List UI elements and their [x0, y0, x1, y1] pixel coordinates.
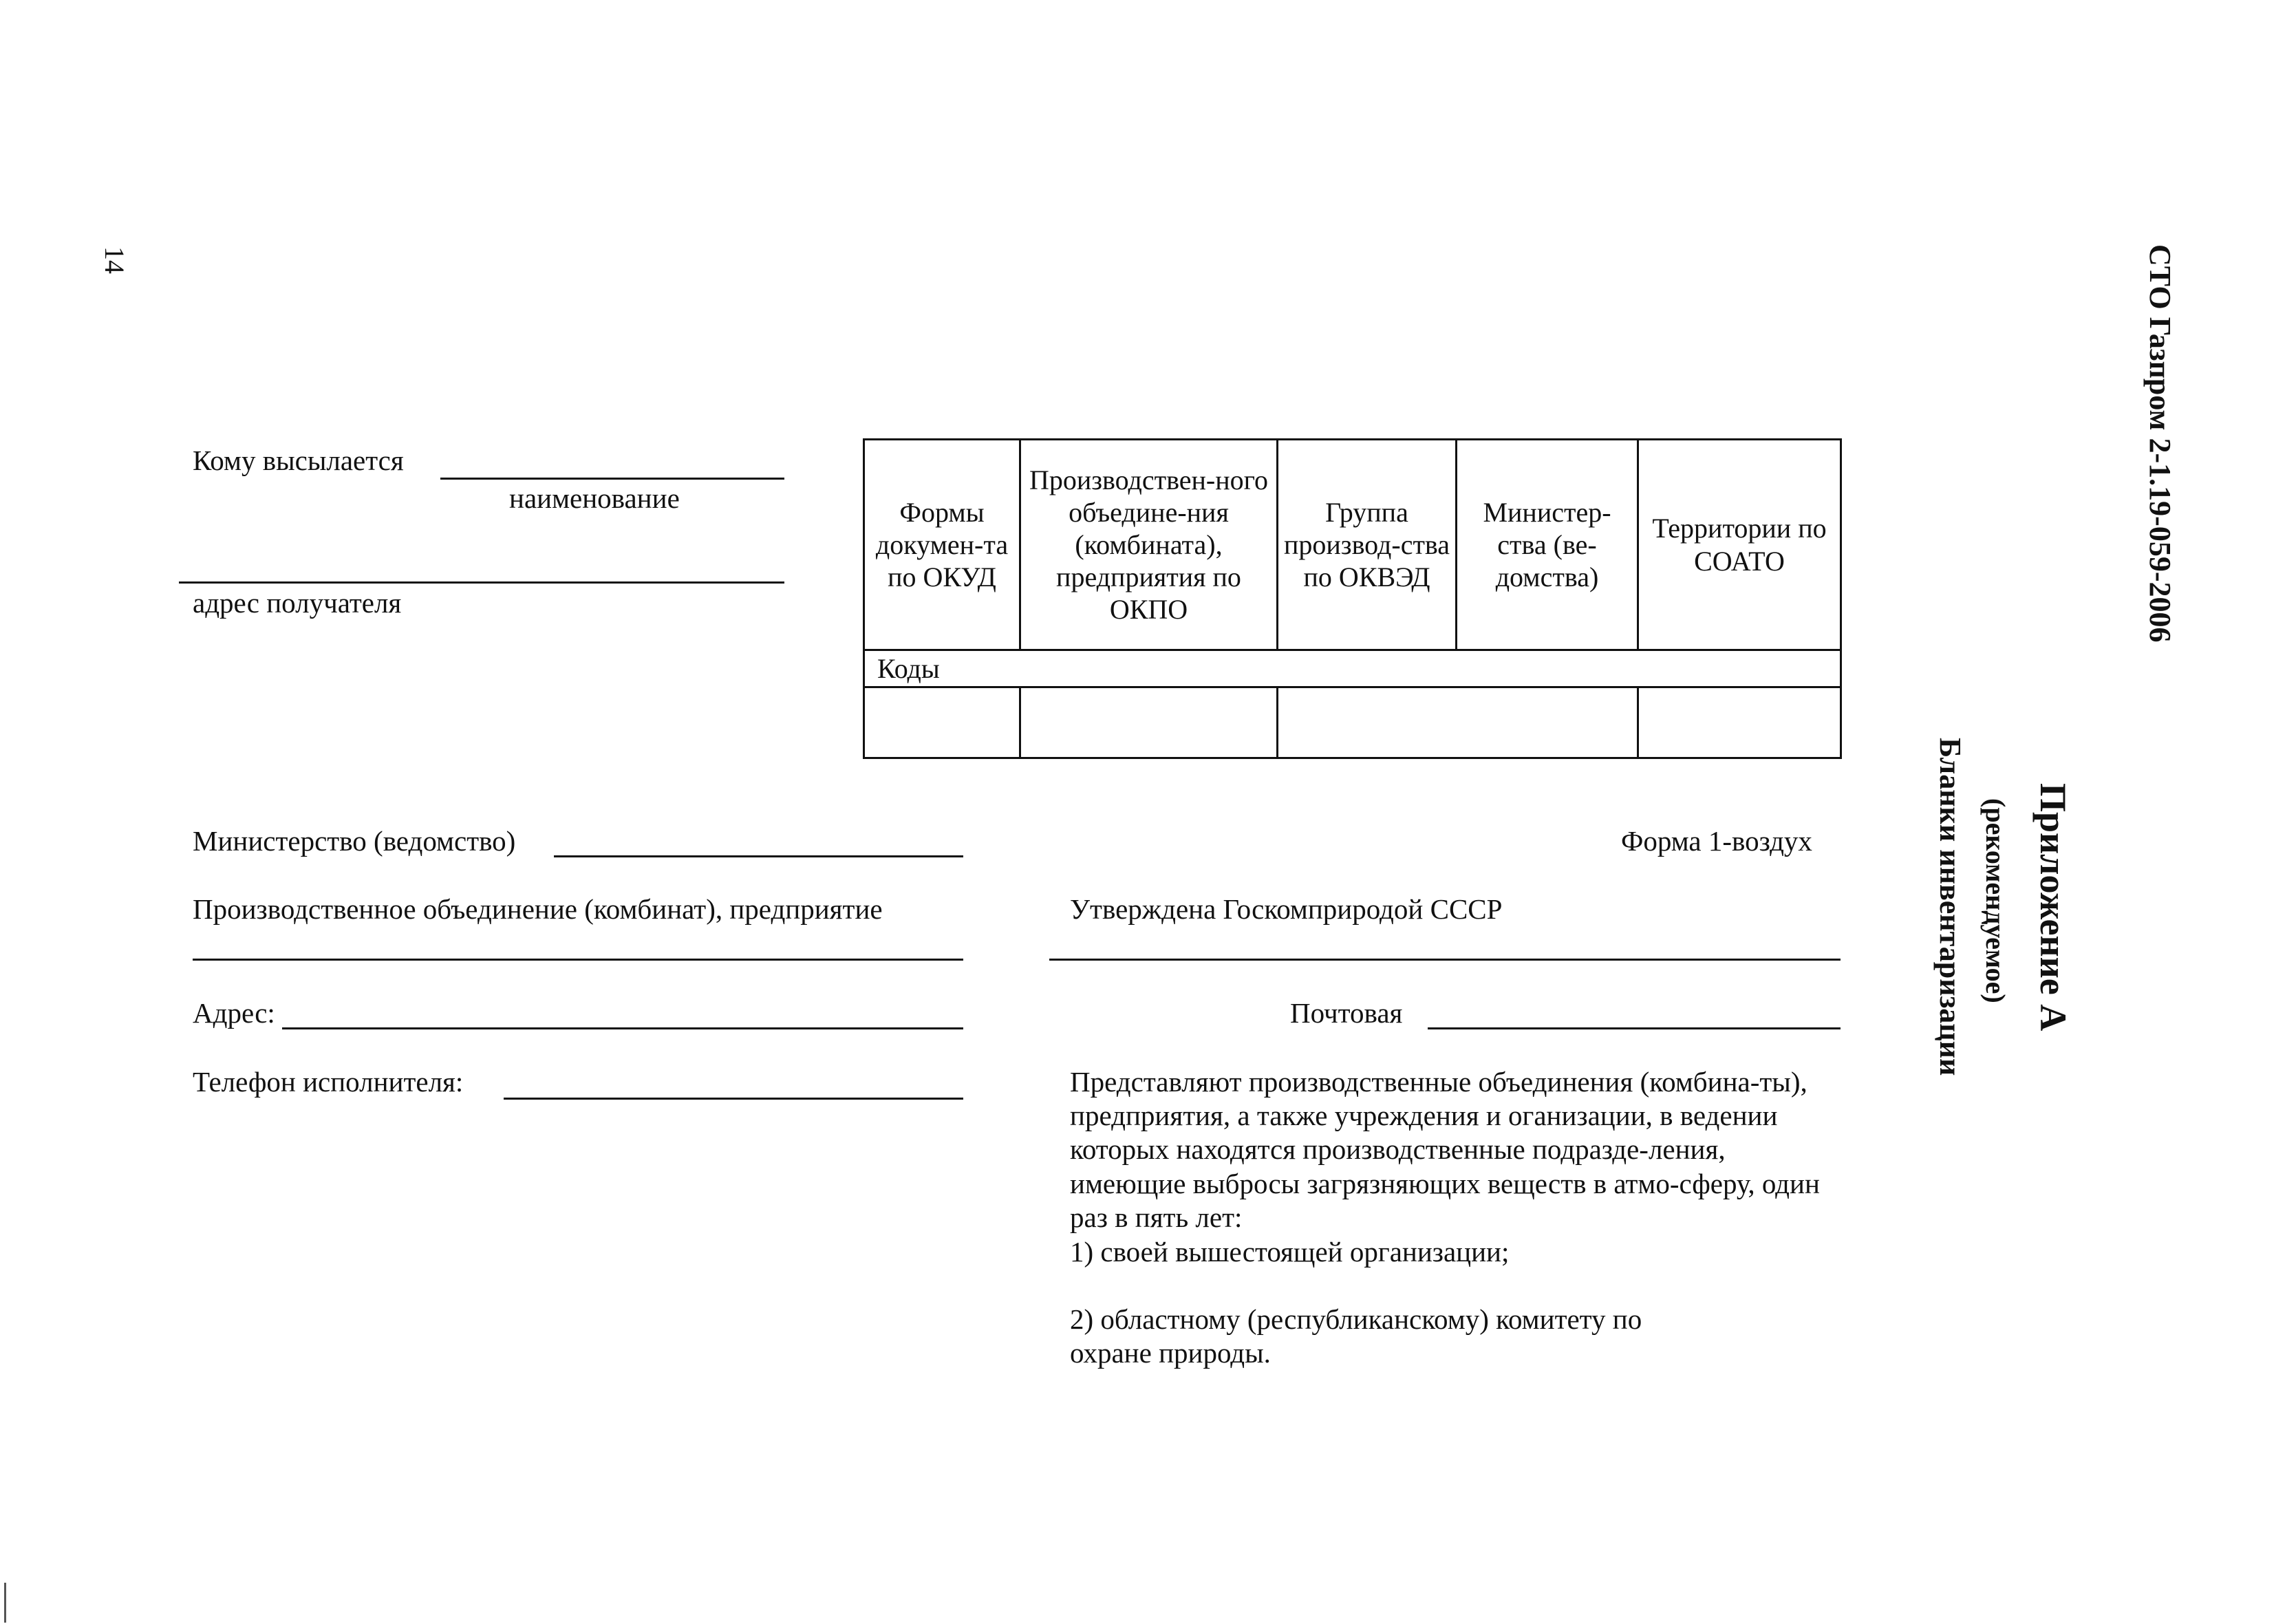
postal-label: Почтовая	[1290, 997, 1403, 1029]
codes-header-row	[864, 440, 1841, 650]
ministry-field-line[interactable]	[554, 855, 963, 857]
recipient-item-2: 2) областному (республиканскому) комитету по охране природы.	[1070, 1303, 1642, 1369]
recipient-address-line	[179, 581, 784, 584]
code-value-soato[interactable]	[1638, 687, 1841, 758]
codes-value-row	[864, 687, 1841, 758]
phone-field-line[interactable]	[504, 1098, 963, 1100]
enterprise-label: Производственное объединение (комбинат), предприятие	[193, 893, 883, 925]
page-number: 14	[99, 246, 130, 274]
header-okud: Формы докумен-та по ОКУД	[864, 440, 1020, 650]
appendix-title: Приложение А	[2032, 783, 2074, 1032]
header-ministry: Министер-ства (ве-домства)	[1457, 440, 1638, 650]
ministry-label: Министерство (ведомство)	[193, 825, 516, 857]
postal-field-line[interactable]	[1428, 1027, 1841, 1029]
codes-table	[863, 438, 1842, 759]
appendix-heading: Бланки инвентаризации	[1933, 738, 1967, 1076]
header-okpo: Производствен-ного объедине-ния (комбината), предприятия по ОКПО	[1020, 440, 1278, 650]
code-value-okud[interactable]	[864, 687, 1020, 758]
codes-label: Коды	[864, 650, 1841, 687]
recipient-address-caption: адрес получателя	[193, 587, 402, 619]
approved-line	[1049, 959, 1841, 961]
code-value-okved-ministry[interactable]	[1278, 687, 1638, 758]
recipient-name-caption: наименование	[509, 482, 680, 514]
address-field-line[interactable]	[282, 1027, 963, 1029]
form-description: Представляют производственные объединения (комбина-ты), предприятия, а также учреждения и оганизации, в ведении которых находятся производственные подразде-ления, имеющие выбросы загрязняющих веществ в атмо-сферу, один раз в пять лет:	[1070, 1066, 1820, 1233]
approved-by: Утверждена Госкомприродой СССР	[1070, 893, 1503, 925]
recipient-item-1: 1) своей вышестоящей организации;	[1070, 1236, 1510, 1268]
recipient-name-line	[440, 478, 784, 480]
enterprise-field-line[interactable]	[193, 959, 963, 961]
margin-mark	[4, 1583, 6, 1623]
header-soato: Территории по СОАТО	[1638, 440, 1841, 650]
form-name: Форма 1-воздух	[1621, 825, 1812, 857]
address-label: Адрес:	[193, 997, 275, 1029]
recipient-label: Кому высылается	[193, 445, 404, 476]
phone-label: Телефон исполнителя:	[193, 1066, 464, 1098]
document-code: СТО Газпром 2-1.19-059-2006	[2143, 244, 2177, 643]
header-okved: Группа производ-ства по ОКВЭД	[1278, 440, 1457, 650]
appendix-subtitle: (рекомендуемое)	[1980, 798, 2011, 1003]
code-value-okpo[interactable]	[1020, 687, 1278, 758]
codes-label-row	[864, 650, 1841, 687]
